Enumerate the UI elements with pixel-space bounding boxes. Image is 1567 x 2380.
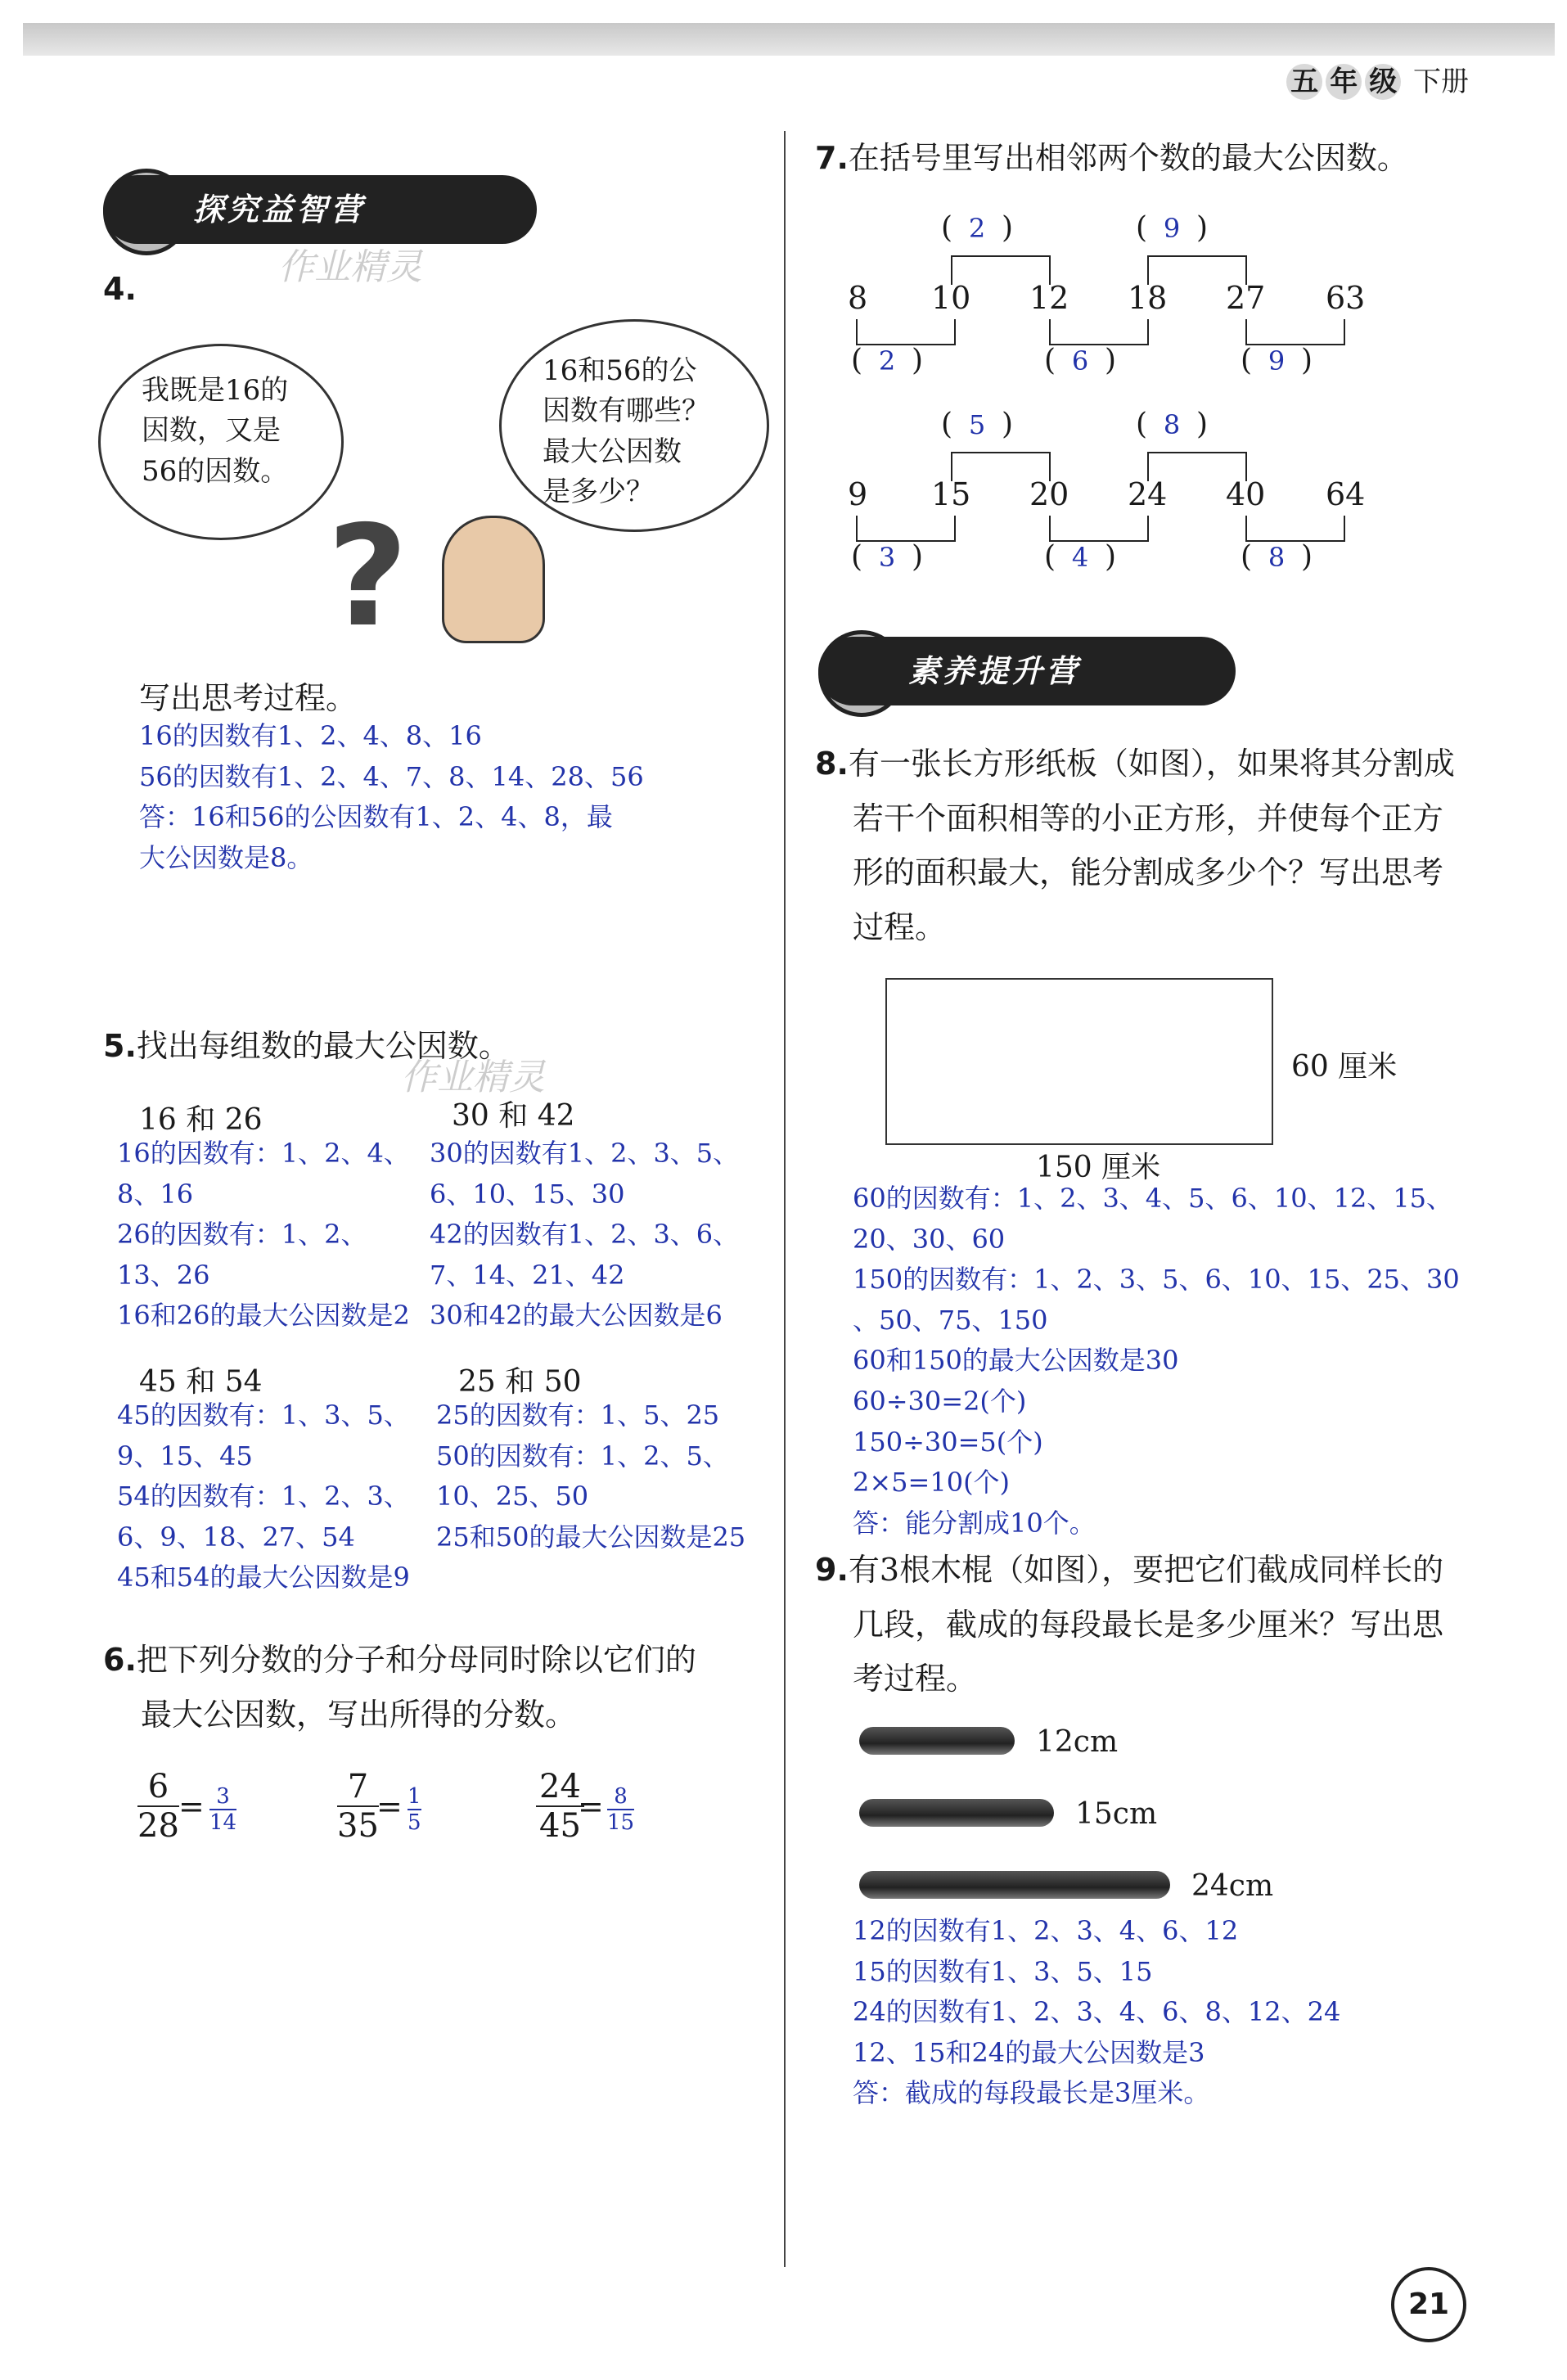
- q7-instruction: 在括号里写出相邻两个数的最大公因数。: [848, 140, 1408, 176]
- number: 27: [1226, 280, 1266, 316]
- bubble-line: 56的因数。: [142, 454, 289, 488]
- q9-line: 有3根木棍（如图），要把它们截成同样长的: [848, 1552, 1444, 1588]
- answer-value: 8: [1268, 542, 1286, 573]
- numerator: 7: [337, 1768, 379, 1807]
- question-mark-icon: ?: [327, 496, 408, 658]
- answer-value: 9: [1268, 345, 1286, 376]
- answer-line: 6、9、18、27、54: [117, 1521, 355, 1553]
- q5-group-answer: [117, 1395, 410, 1598]
- answer-line: 16的因数有1、2、4、8、16: [139, 720, 482, 751]
- bubble-line: 16和56的公: [543, 354, 697, 387]
- question-number: 9.: [815, 1552, 849, 1588]
- q9-answer: [853, 1911, 1340, 2114]
- watermark: 作业精灵: [401, 1057, 545, 1098]
- bubble-line: 最大公因数: [543, 435, 682, 468]
- numerator: 1: [408, 1784, 421, 1809]
- section-banner-explore: 探究益智营: [103, 175, 537, 244]
- girl-icon: [442, 516, 545, 643]
- answer-line: 9、15、45: [117, 1440, 253, 1472]
- q9-line: 几段，截成的每段最长是多少厘米？写出思: [853, 1606, 1444, 1643]
- answer-value: 5: [968, 409, 986, 440]
- q5-group-title: 30 和 42: [452, 1099, 575, 1133]
- answer-line: 8、16: [117, 1178, 194, 1210]
- bottom-bracket: [1049, 516, 1149, 542]
- bubble-line: 因数有哪些？: [543, 394, 709, 428]
- answer-line: 25的因数有：1、5、25: [436, 1400, 720, 1431]
- q5-group-title: 25 和 50: [458, 1365, 582, 1399]
- q5-group-title: 16 和 26: [139, 1103, 263, 1137]
- bottom-bracket: [1245, 319, 1345, 345]
- q5-group-title: 45 和 54: [139, 1365, 263, 1399]
- q8-answer: [853, 1179, 1460, 1544]
- answer-line: 26的因数有：1、2、: [117, 1219, 367, 1251]
- q5-text: [103, 1019, 510, 1074]
- answer-value: 6: [1071, 345, 1089, 376]
- q5-group-answer: [430, 1134, 739, 1336]
- column-divider: [784, 131, 786, 2267]
- section-banner-improve: 素养提升营: [818, 637, 1236, 705]
- lparen: (: [851, 540, 863, 574]
- answer-line: 30的因数有1、2、3、5、: [430, 1138, 740, 1169]
- answer-line: 12、15和24的最大公因数是3: [853, 2036, 1205, 2068]
- number: 63: [1326, 280, 1366, 316]
- q8-line: 形的面积最大，能分割成多少个？写出思考: [853, 854, 1444, 890]
- rparen: ): [1196, 408, 1209, 441]
- answer-line: 16和26的最大公因数是2: [117, 1300, 410, 1332]
- q8-line: 若干个面积相等的小正方形，并使每个正方: [853, 800, 1444, 836]
- q5-group-answer: [436, 1395, 745, 1557]
- number: 15: [931, 476, 971, 512]
- gcd-top-answer: [1136, 408, 1208, 441]
- gcd-top-answer: [941, 211, 1013, 245]
- answer-line: 60的因数有：1、2、3、4、5、6、10、12、15、: [853, 1183, 1453, 1214]
- lparen: (: [1044, 344, 1056, 377]
- q8-line: 过程。: [853, 908, 947, 945]
- denominator: 15: [607, 1810, 635, 1835]
- answer-line: 60和150的最大公因数是30: [853, 1345, 1179, 1377]
- equals-sign: =: [376, 1788, 403, 1824]
- lparen: (: [1044, 540, 1056, 574]
- answer-value: 8: [1163, 409, 1181, 440]
- number: 20: [1029, 476, 1069, 512]
- answer-line: 10、25、50: [436, 1481, 589, 1512]
- rparen: ): [1002, 408, 1014, 441]
- answer-line: 24的因数有1、2、3、4、6、8、12、24: [853, 1996, 1341, 2028]
- gcd-top-answer: [1136, 211, 1208, 245]
- q6-text: [103, 1633, 696, 1742]
- question-number: 5.: [103, 1028, 137, 1064]
- answer-line: 150÷30=5(个): [853, 1426, 1043, 1458]
- answer-line: 150的因数有：1、2、3、5、6、10、15、25、30: [853, 1264, 1460, 1296]
- wood-stick-12cm: [859, 1727, 1015, 1755]
- equals-sign: =: [178, 1788, 205, 1824]
- rectangle-figure: [885, 978, 1273, 1145]
- number: 18: [1128, 280, 1168, 316]
- answer-line: 45和54的最大公因数是9: [117, 1562, 410, 1593]
- gcd-bottom-answer: [1241, 540, 1313, 574]
- lparen: (: [1136, 408, 1148, 441]
- grade-char: 年: [1326, 64, 1362, 100]
- speech-bubble-1: [98, 344, 344, 540]
- question-number: 8.: [815, 746, 849, 782]
- height-label: 60 厘米: [1291, 1050, 1398, 1084]
- answer-line: 60÷30=2(个): [853, 1385, 1027, 1417]
- answer-line: 56的因数有1、2、4、7、8、14、28、56: [139, 760, 644, 792]
- gcd-bottom-answer: [1241, 344, 1313, 377]
- q8-text: [815, 737, 1455, 954]
- lparen: (: [941, 408, 953, 441]
- q9-text: [815, 1543, 1443, 1706]
- gcd-top-answer: [941, 408, 1013, 441]
- rparen: ): [1196, 211, 1209, 245]
- volume-label: 下册: [1413, 65, 1469, 98]
- answer-line: 大公因数是8。: [139, 841, 313, 873]
- rparen: ): [1105, 540, 1117, 574]
- numerator: 8: [607, 1784, 634, 1810]
- q4-answer: [139, 716, 644, 878]
- q4-prompt: 写出思考过程。: [139, 680, 358, 716]
- number: 40: [1226, 476, 1266, 512]
- bottom-bracket: [1245, 516, 1345, 542]
- answer-line: 13、26: [117, 1259, 210, 1291]
- answer-value: 3: [878, 542, 896, 573]
- gcd-bottom-answer: [1044, 540, 1116, 574]
- answer-line: 、50、75、150: [853, 1304, 1048, 1336]
- question-number: 7.: [815, 140, 849, 176]
- numerator: 3: [209, 1784, 236, 1810]
- bubble-line: 是多少？: [543, 475, 654, 508]
- gcd-bottom-answer: [1044, 344, 1116, 377]
- number: 8: [848, 280, 868, 316]
- q9-line: 考过程。: [853, 1661, 978, 1697]
- answer-line: 2×5=10(个): [853, 1467, 1011, 1499]
- question-number: 4.: [103, 271, 137, 307]
- answer-line: 16的因数有：1、2、4、: [117, 1138, 410, 1169]
- fraction: [337, 1768, 379, 1845]
- numerator: 24: [536, 1768, 584, 1807]
- number: 9: [848, 476, 868, 512]
- q7-text: [815, 131, 1408, 186]
- lparen: (: [1241, 344, 1253, 377]
- answer-value: 4: [1071, 542, 1089, 573]
- rparen: ): [1002, 211, 1014, 245]
- gcd-bottom-answer: [851, 344, 923, 377]
- answer-line: 7、14、21、42: [430, 1259, 625, 1291]
- grade-char: 五: [1286, 64, 1322, 100]
- stick-label: 12cm: [1036, 1725, 1119, 1759]
- answer-line: 20、30、60: [853, 1223, 1006, 1255]
- bubble-line: 因数，又是: [142, 414, 281, 448]
- wood-stick-15cm: [859, 1799, 1054, 1827]
- rparen: ): [912, 540, 924, 574]
- width-label: 150 厘米: [1036, 1151, 1161, 1184]
- number: 24: [1128, 476, 1168, 512]
- answer-line: 54的因数有：1、2、3、: [117, 1481, 410, 1512]
- q5-group-answer: [117, 1134, 410, 1336]
- answer-value: 2: [878, 345, 896, 376]
- q8-line: 有一张长方形纸板（如图），如果将其分割成: [848, 746, 1455, 782]
- speech-bubble-2: [499, 319, 769, 532]
- answer-line: 12的因数有1、2、3、4、6、12: [853, 1915, 1239, 1946]
- answer-line: 42的因数有1、2、3、6、: [430, 1219, 740, 1251]
- bottom-bracket: [1049, 319, 1149, 345]
- number: 64: [1326, 476, 1366, 512]
- answer-line: 15的因数有1、3、5、15: [853, 1955, 1153, 1987]
- lparen: (: [941, 211, 953, 245]
- denominator: 14: [209, 1810, 237, 1835]
- rparen: ): [912, 344, 924, 377]
- page-number: 21: [1391, 2267, 1466, 2342]
- bottom-bracket: [856, 319, 956, 345]
- fraction: [137, 1768, 179, 1845]
- answer-line: 30和42的最大公因数是6: [430, 1300, 723, 1332]
- bubble-line: 我既是16的: [142, 374, 289, 407]
- q5-instruction: 找出每组数的最大公因数。: [136, 1028, 510, 1064]
- answer-line: 6、10、15、30: [430, 1178, 625, 1210]
- q6-line: 把下列分数的分子和分母同时除以它们的: [136, 1642, 696, 1678]
- rparen: ): [1301, 540, 1313, 574]
- number: 12: [1029, 280, 1069, 316]
- grade-label: [1286, 59, 1469, 100]
- numerator: 6: [137, 1768, 179, 1807]
- answer-line: 45的因数有：1、3、5、: [117, 1400, 410, 1431]
- lparen: (: [1136, 211, 1148, 245]
- denominator: 45: [539, 1807, 581, 1845]
- equals-sign: =: [578, 1788, 604, 1824]
- rparen: ): [1105, 344, 1117, 377]
- wood-stick-24cm: [859, 1871, 1170, 1899]
- stick-label: 15cm: [1075, 1797, 1158, 1831]
- lparen: (: [1241, 540, 1253, 574]
- watermark: 作业精灵: [278, 246, 422, 288]
- answer-line: 答：能分割成10个。: [853, 1507, 1096, 1539]
- number: 10: [931, 280, 971, 316]
- lparen: (: [851, 344, 863, 377]
- gcd-bottom-answer: [851, 540, 923, 574]
- answer-line: 答：截成的每段最长是3厘米。: [853, 2077, 1210, 2109]
- denominator: 28: [137, 1807, 179, 1845]
- answer-value: 9: [1163, 213, 1181, 244]
- denominator: 35: [337, 1807, 379, 1845]
- rparen: ): [1301, 344, 1313, 377]
- question-number: 6.: [103, 1642, 137, 1678]
- answer-fraction: [408, 1784, 421, 1835]
- denominator: 5: [408, 1810, 421, 1835]
- answer-fraction: [607, 1784, 634, 1835]
- q6-line: 最大公因数，写出所得的分数。: [141, 1696, 577, 1733]
- answer-value: 2: [968, 213, 986, 244]
- bottom-bracket: [856, 516, 956, 542]
- answer-fraction: [209, 1784, 236, 1835]
- header-band: [23, 23, 1555, 56]
- answer-line: 50的因数有：1、2、5、: [436, 1440, 729, 1472]
- stick-label: 24cm: [1191, 1869, 1274, 1903]
- answer-line: 25和50的最大公因数是25: [436, 1521, 746, 1553]
- grade-char: 级: [1365, 64, 1401, 100]
- answer-line: 答：16和56的公因数有1、2、4、8，最: [139, 801, 613, 833]
